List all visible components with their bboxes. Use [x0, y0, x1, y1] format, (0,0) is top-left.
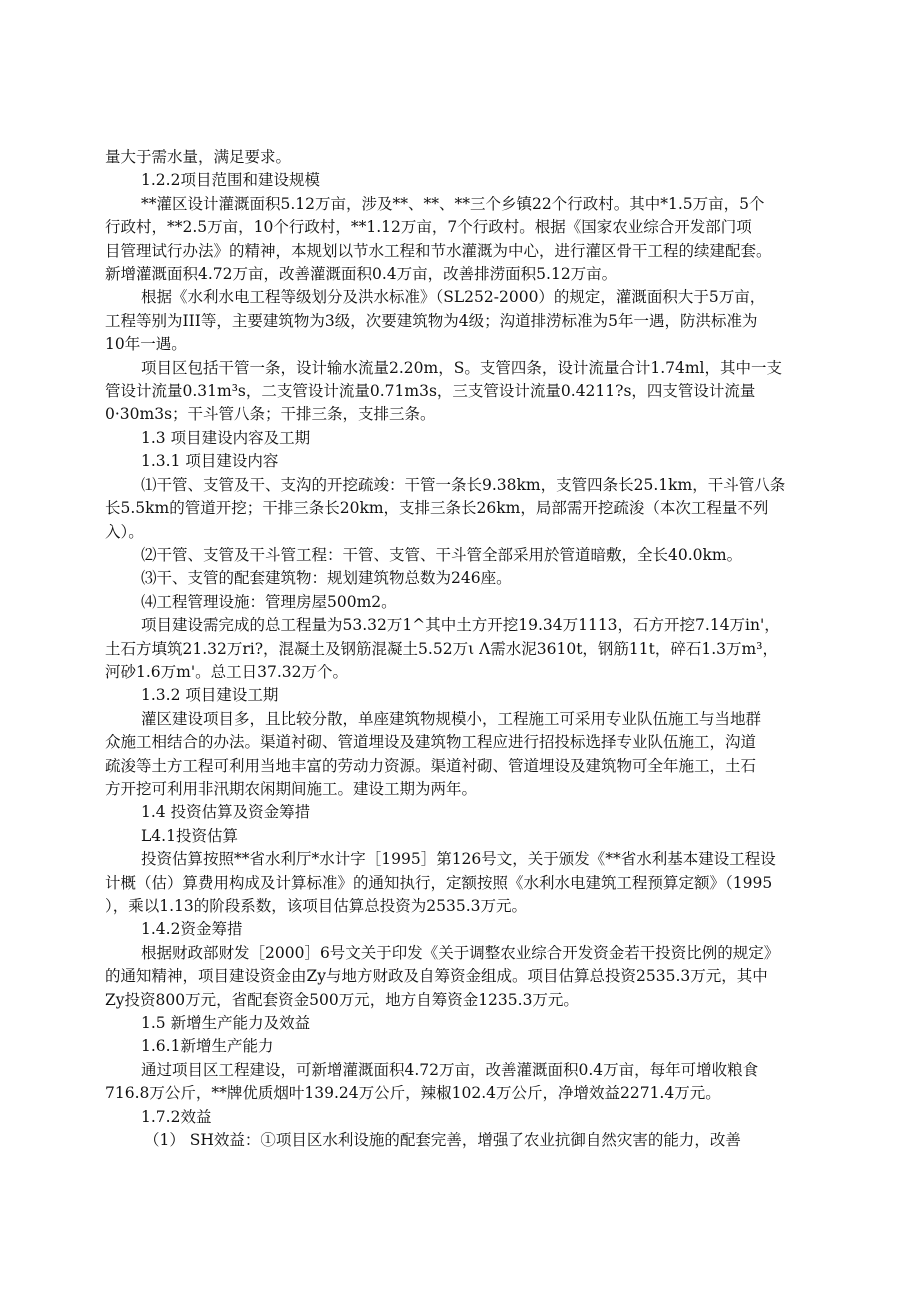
text-line: 1.6.1新增生产能力 [141, 1037, 274, 1056]
text-line: Zy投资800万元，省配套资金500万元，地方自筹资金1235.3万元。 [105, 990, 579, 1009]
text-line: 1.7.2效益 [141, 1107, 212, 1126]
text-line: 716.8万公斤，**牌优质烟叶139.24万公斤，辣椒102.4万公斤，净增效益2271.4万元。 [105, 1084, 721, 1103]
text-line: ⑷工程管理设施：管理房屋500m2。 [141, 592, 397, 611]
text-line: ⑵干管、支管及干斗管工程：干管、支管、干斗管全部采用於管道暗敷，全长40.0km。 [141, 545, 743, 564]
text-line: ⑴干管、支管及干、支沟的开挖疏竣：干管一条长9.38km，支管四条长25.1km，干斗管八条 [141, 475, 786, 494]
text-line: ），乘以1.13的阶段系数，该项目估算总投资为2535.3万元。 [105, 897, 527, 915]
text-line: 行政村，**2.5万亩，10个行政村，**1.12万亩，7个行政村。根据《国家农业综合开发部门项 [105, 218, 752, 237]
document-page [105, 146, 820, 1152]
text-line: 1.2.2项目范围和建设规模 [141, 171, 320, 190]
text-line: 入）。 [105, 522, 144, 541]
text-line: 河砂1.6万m'。总工日37.32万个。 [105, 662, 348, 681]
text-line: 疏浚等土方工程可利用当地丰富的劳动力资源。渠道衬砌、管道埋设及建筑物可全年施工，土石 [105, 756, 757, 775]
text-line: **灌区设计灌溉面积5.12万亩，涉及**、**、**三个乡镇22个行政村。其中*1.5万亩，5个 [141, 194, 765, 213]
text-line: 新增灌溉面积4.72万亩，改善灌溉面积0.4万亩，改善排涝面积5.12万亩。 [105, 265, 618, 284]
text-line: L4.1投资估算 [141, 826, 238, 845]
text-line: （1） SH效益：①项目区水利设施的配套完善，增强了农业抗御自然灾害的能力，改善 [144, 1131, 741, 1150]
text-line: 管设计流量0.31m³s，二支管设计流量0.71m3s，三支管设计流量0.4211?s，四支管设计流量 [105, 382, 756, 401]
text-line: ⑶干、支管的配套建筑物：规划建筑物总数为246座。 [141, 569, 512, 588]
text-line: 1.3.1 项目建设内容 [141, 452, 279, 471]
text-line: 方开挖可利用非汛期农闲期间施工。建设工期为两年。 [105, 779, 478, 798]
text-line: 目管理试行办法》的精神，本规划以节水工程和节水灌溉为中心，进行灌区骨干工程的续建配套。 [105, 241, 772, 260]
text-line: 项目建设需完成的总工程量为53.32万1^其中土方开挖19.34万1113，石方开挖7.14万in'， [141, 616, 780, 635]
text-line: 项目区包括干管一条，设计输水流量2.20m，S。支管四条，设计流量合计1.74ml，其中一支 [141, 358, 782, 377]
text-line: 1.4 投资估算及资金筹措 [141, 803, 311, 822]
text-line: 长5.5km的管道开挖；干排三条长20km，支排三条长26km，局部需开挖疏浚（本次工程量不列 [105, 499, 769, 518]
text-line: 根据《水利水电工程等级划分及洪水标准》（SL252-2000）的规定，灌溉面积大于5万亩， [141, 288, 766, 307]
text-line: 1.3.2 项目建设工期 [141, 686, 279, 705]
text-line: 灌区建设项目多，且比较分散，单座建筑物规模小，工程施工可采用专业队伍施工与当地群 [141, 709, 762, 728]
text-line: 计概（估）算费用构成及计算标准》的通知执行，定额按照《水利水电建筑工程预算定额》（1995 [105, 873, 773, 892]
text-line: 量大于需水量，满足要求。 [105, 148, 292, 166]
text-line: 通过项目区工程建设，可新增灌溉面积4.72万亩，改善灌溉面积0.4万亩，每年可增收粮食 [141, 1060, 759, 1079]
text-line: 1.4.2资金筹措 [141, 920, 243, 939]
text-line: 根据财政部财发［2000］6号文关于印发《关于调整农业综合开发资金若干投资比例的规定》 [141, 943, 780, 962]
text-line: 10年一遇。 [105, 335, 187, 354]
text-line: 众施工相结合的办法。渠道衬砌、管道埋设及建筑物工程应进行招投标选择专业队伍施工，沟道 [105, 733, 757, 752]
text-line: 0·30m3s；干斗管八条；干排三条，支排三条。 [105, 405, 436, 424]
text-line: 土石方填筑21.32万ri?，混凝土及钢筋混凝土5.52万ι Λ需水泥3610t，钢筋11t，碎石1.3万m³， [105, 639, 778, 658]
text-line: 工程等别为III等，主要建筑物为3级，次要建筑物为4级；沟道排涝标准为5年一遇，防洪标准为 [105, 311, 758, 330]
text-line: 投资估算按照**省水利厅*水计字［1995］第126号文，关于颁发《**省水利基本建设工程设 [141, 850, 776, 869]
text-line: 1.3 项目建设内容及工期 [141, 428, 311, 447]
text-line: 的通知精神，项目建设资金由Zy与地方财政及自筹资金组成。项目估算总投资2535.3万元，其中 [105, 967, 768, 986]
text-line: 1.5 新增生产能力及效益 [141, 1014, 311, 1033]
